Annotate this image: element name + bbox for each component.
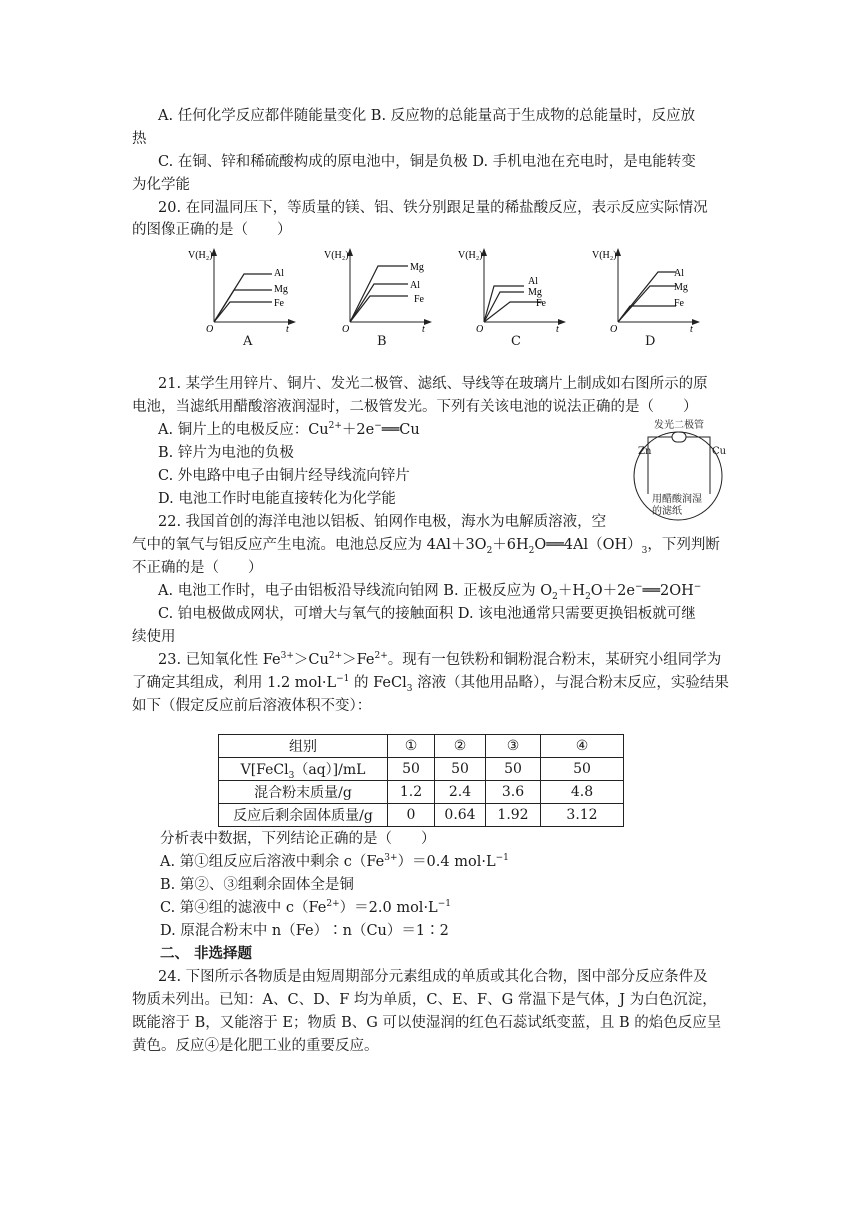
diagram-paper-label-1: 用醋酸润湿 (652, 494, 702, 505)
q21-line2: 电池，当滤纸用醋酸溶液润湿时，二极管发光。下列有关该电池的说法正确的是（ ） (132, 399, 698, 415)
q23-line2-mid: 的 FeCl (349, 675, 407, 691)
q22-line2-sub1: 2 (486, 545, 493, 556)
q22-line4 (158, 581, 701, 601)
q22-line4-sup2: − (693, 582, 702, 593)
q22-line2-sub3: 3 (641, 545, 648, 556)
graph-a-label-2: Mg (274, 284, 288, 295)
q23-line2-sup: −1 (336, 674, 350, 685)
q22-line4-pre: A. 电池工作时，电子由铝板沿导线流向铂网 B. 正极反应为 O (158, 583, 553, 599)
table-cell: 50 (541, 758, 624, 781)
q23-line1-m1: ＞Cu (293, 652, 329, 668)
graph-b-caption: B (377, 334, 387, 349)
graph-c-xlabel: t (556, 324, 559, 335)
table-cell: 3.6 (486, 781, 541, 804)
q23-line1-sup1: 3+ (280, 651, 294, 662)
q24-line4: 黄色。反应④是化肥工业的重要反应。 (132, 1038, 379, 1054)
q23-option-c-sup2: −1 (437, 899, 451, 910)
row1-label-post: （aq）]/mL (294, 762, 366, 778)
q23-line2 (132, 673, 729, 693)
graph-b-label-1: Mg (410, 262, 424, 273)
graph-c-caption: C (511, 334, 521, 349)
diagram-led-label: 发光二极管 (654, 420, 704, 431)
q22-line4-sup: − (635, 582, 643, 593)
q22-line2-pre: 气中的氧气与铝反应产生电流。电池总反应为 4Al＋3O (132, 537, 487, 553)
graph-d (592, 244, 702, 352)
graph-b (324, 244, 434, 352)
graph-c-label-1: Al (528, 276, 538, 287)
q22-line1: 22. 我国首创的海洋电池以铝板、铂网作电极，海水为电解质溶液，空 (158, 514, 607, 530)
graph-a-xlabel: t (286, 324, 289, 335)
graph-d-origin: O (610, 324, 618, 335)
table-header-cell: ② (435, 735, 486, 758)
q23-line1-post: 。现有一包铁粉和铜粉混合粉末，某研究小组同学为 (387, 652, 722, 668)
graph-d-ylabel: V(H₂) (592, 250, 617, 261)
q24-line2: 物质未列出。已知：A、C、D、F 均为单质，C、E、F、G 常温下是气体，J 为白色沉淀， (132, 992, 717, 1008)
q21-option-d: D. 电池工作时电能直接转化为化学能 (158, 491, 396, 507)
graph-b-xlabel: t (422, 324, 425, 335)
q23-option-d: D. 原混合粉末中 n（Fe）∶n（Cu）＝1∶2 (160, 923, 449, 939)
battery-diagram (630, 414, 730, 522)
diagram-cu-label: Cu (712, 446, 727, 457)
q22-line2-post: O══4Al（OH） (534, 537, 642, 553)
q23-option-c-mid: ）＝2.0 mol·L (339, 900, 438, 916)
q21-option-c: C. 外电路中电子由铜片经导线流向锌片 (158, 468, 410, 484)
table-cell: 50 (435, 758, 486, 781)
q23-option-c-sup: 2+ (326, 899, 340, 910)
graph-a-caption: A (243, 334, 253, 349)
row1-label-sub: 3 (288, 770, 295, 781)
graph-c-ylabel: V(H₂) (458, 250, 483, 261)
graph-a (188, 244, 298, 352)
q23-line2-sub: 3 (406, 683, 413, 694)
q23-after: 分析表中数据，下列结论正确的是（ ） (160, 831, 436, 847)
graph-a-label-3: Fe (274, 298, 284, 309)
q21-option-a-mid: ＋2e (341, 422, 375, 438)
graph-b-label-3: Fe (414, 294, 424, 305)
graph-c-label-2: Mg (528, 287, 542, 298)
q23-line1-m2: ＞Fe (342, 652, 375, 668)
q23-option-c (160, 898, 451, 918)
q23-line2-post: 溶液（其他用品略），与混合粉末反应，实验结果 (412, 675, 729, 691)
q22-line4-mid3: ══2OH (642, 583, 694, 599)
q23-line2-pre: 了确定其组成，利用 1.2 mol·L (132, 675, 337, 691)
q20-line2: 的图像正确的是（ ） (132, 222, 292, 238)
table-cell: 1.92 (486, 804, 541, 827)
q23-option-b: B. 第②、③组剩余固体全是铜 (160, 877, 354, 893)
q22-line6: 续使用 (132, 629, 176, 645)
q21-option-a-sup2: − (374, 421, 382, 432)
q22-line2 (132, 535, 720, 555)
q21-line1: 21. 某学生用锌片、铜片、发光二极管、滤纸、导线等在玻璃片上制成如右图所示的原 (158, 376, 708, 392)
q23-line3: 如下（假定反应前后溶液体积不变）： (132, 698, 372, 714)
q23-line1-pre: 23. 已知氧化性 Fe (158, 652, 281, 668)
table-cell: 3.12 (541, 804, 624, 827)
q23-option-a-sup2: −1 (495, 853, 509, 864)
table-header-cell: 组别 (219, 735, 388, 758)
q21-option-a-post: ══Cu (381, 422, 420, 438)
q22-line2-mid: ＋6H (492, 537, 529, 553)
table-row (219, 804, 624, 827)
table-header-cell: ③ (486, 735, 541, 758)
q23-option-a-pre: A. 第①组反应后溶液中剩余 c（Fe (160, 854, 385, 870)
graph-c (458, 244, 568, 352)
q21-option-a (158, 420, 420, 440)
row1-label-pre: V[FeCl (240, 762, 289, 778)
q23-option-c-pre: C. 第④组的滤液中 c（Fe (160, 900, 327, 916)
graph-b-origin: O (342, 324, 350, 335)
q22-line4-sub1: 2 (552, 591, 558, 602)
graph-d-label-2: Mg (674, 282, 688, 293)
q23-table (218, 734, 624, 827)
table-cell: 2.4 (435, 781, 486, 804)
q19-line2: 热 (132, 131, 147, 147)
q22-line4-sub2: 2 (585, 591, 591, 602)
q20-line1: 20. 在同温同压下，等质量的镁、铝、铁分别跟足量的稀盐酸反应，表示反应实际情况 (158, 200, 708, 216)
table-row-label (219, 758, 388, 781)
q19-line1: A. 任何化学反应都伴随能量变化 B. 反应物的总能量高于生成物的总能量时，反应放 (158, 108, 696, 124)
table-cell: 1.2 (388, 781, 435, 804)
graph-a-origin: O (206, 324, 214, 335)
q21-option-a-text: A. 铜片上的电极反应：Cu (158, 422, 329, 438)
graph-c-origin: O (476, 324, 484, 335)
q22-line2-end: ，下列判断 (647, 537, 720, 553)
q23-option-a (160, 852, 509, 872)
q22-line2-sub2: 2 (528, 545, 535, 556)
q23-option-a-sup: 3+ (384, 853, 398, 864)
table-header-cell: ④ (541, 735, 624, 758)
table-row-label: 混合粉末质量/g (219, 781, 388, 804)
q22-line4-mid2: O＋2e (590, 583, 635, 599)
diagram-paper-label-2: 的滤纸 (652, 506, 682, 517)
graph-a-ylabel: V(H₂) (188, 250, 213, 261)
graph-b-label-2: Al (410, 280, 420, 291)
q24-line3: 既能溶于 B，又能溶于 E；物质 B、G 可以使湿润的红色石蕊试纸变蓝，且 B 的焰色反应呈 (132, 1015, 722, 1031)
q24-line1: 24. 下图所示各物质是由短周期部分元素组成的单质或其化合物，图中部分反应条件及 (158, 969, 708, 985)
q22-line4-mid: ＋H (557, 583, 586, 599)
graph-d-label-3: Fe (674, 298, 684, 309)
table-cell: 50 (388, 758, 435, 781)
table-row (219, 781, 624, 804)
table-cell: 50 (486, 758, 541, 781)
graph-b-ylabel: V(H₂) (324, 250, 349, 261)
table-header-cell: ① (388, 735, 435, 758)
section-title: 二、 非选择题 (160, 945, 253, 962)
table-row (219, 758, 624, 781)
q22-line5: C. 铂电极做成网状，可增大与氧气的接触面积 D. 该电池通常只需要更换铝板就可继 (158, 606, 696, 622)
graph-d-xlabel: t (690, 324, 693, 335)
q23-option-a-mid: ）＝0.4 mol·L (397, 854, 496, 870)
q22-line3: 不正确的是（ ） (132, 560, 263, 576)
graph-d-label-1: Al (674, 268, 684, 279)
graph-c-label-3: Fe (536, 298, 546, 309)
table-cell: 4.8 (541, 781, 624, 804)
diagram-zn-label: Zn (638, 446, 652, 457)
table-cell: 0 (388, 804, 435, 827)
q19-line4: 为化学能 (132, 177, 190, 193)
graph-a-label-1: Al (274, 268, 284, 279)
q23-line1 (158, 650, 721, 670)
table-cell: 0.64 (435, 804, 486, 827)
q21-option-b: B. 锌片为电池的负极 (158, 445, 294, 461)
q23-line1-sup2: 2+ (328, 651, 343, 662)
q19-line3: C. 在铜、锌和稀硫酸构成的原电池中，铜是负极 D. 手机电池在充电时，是电能转变 (158, 154, 696, 170)
q21-option-a-sup1: 2+ (328, 421, 342, 432)
table-row (219, 735, 624, 758)
q23-line1-sup3: 2+ (374, 651, 388, 662)
table-row-label: 反应后剩余固体质量/g (219, 804, 388, 827)
graph-d-caption: D (645, 334, 656, 349)
